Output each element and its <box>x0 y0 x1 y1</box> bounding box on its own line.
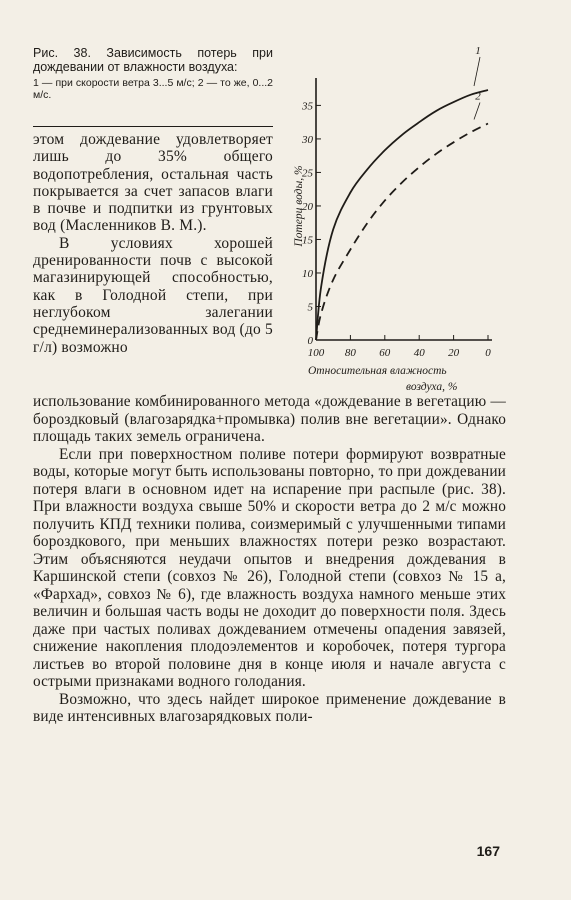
paragraph-3: Возможно, что здесь найдет широкое применение дождевание в виде интенсивных влагозарядковых поли- <box>33 690 506 725</box>
y-axis-label: Потери воды, % <box>293 165 305 247</box>
series-leader-1 <box>474 57 480 86</box>
chart-svg <box>288 40 508 410</box>
x-axis-label-line1: Относительная влажность <box>308 365 447 377</box>
y-tick-label: 20 <box>302 200 313 213</box>
series-leader-2 <box>474 103 480 120</box>
x-tick-label: 60 <box>379 347 391 359</box>
x-tick-label: 100 <box>307 347 325 359</box>
y-tick-label: 10 <box>302 267 313 280</box>
series-label-1: 1 <box>475 44 481 57</box>
x-tick-label: 80 <box>344 347 356 359</box>
y-tick-label: 5 <box>307 301 313 314</box>
y-tick-label: 0 <box>307 335 313 347</box>
caption-divider <box>33 126 273 127</box>
y-tick-label: 25 <box>302 167 313 180</box>
y-tick-label: 30 <box>302 133 313 146</box>
x-tick-label: 40 <box>413 347 425 359</box>
caption-legend: 1 — при скорости ветра 3...5 м/с; 2 — то же, 0...2 м/с. <box>33 77 273 101</box>
page-number: 167 <box>476 843 500 859</box>
figure-caption <box>33 46 273 101</box>
x-axis-label-line2: воздуха, % <box>406 381 458 393</box>
x-ticks <box>308 335 492 359</box>
caption-title: Рис. 38. Зависимость потерь при дождевании от влажности воздуха: <box>33 46 273 74</box>
paragraph-left-1: этом дождевание удовлетворяет лишь до 35% общего водопотребления, остальная часть покрывается за счет запасов влаги в почве и подпитки из грунтовых вод (Масленников В. М.). <box>33 131 273 235</box>
main-text <box>33 393 506 726</box>
series-line-2 <box>316 124 488 341</box>
series-label-2: 2 <box>475 90 481 103</box>
series-line-1 <box>316 90 488 340</box>
paragraph-1: использование комбинированного метода «дождевание в вегетацию — бороздковый (влагозарядка+промывка) полив вне вегетации». Однако площадь таких земель ограничена. <box>33 393 506 445</box>
paragraph-left-2: В условиях хорошей дренированности почв с высокой магазинирующей способностью, как в Голодной степи, при неглубоком залегании среднеминерализованных вод (до 5 г/л) возможно <box>33 234 273 356</box>
x-tick-label: 20 <box>448 347 460 359</box>
y-tick-label: 15 <box>302 234 313 247</box>
left-column-text <box>33 131 273 356</box>
y-tick-label: 35 <box>302 100 313 113</box>
paragraph-2: Если при поверхностном поливе потери формируют возвратные воды, которые могут быть использованы повторно, то при дождевании потеря влаги в основном идет на испарение при распыле (рис. 38). При влажности воздуха свыше 50% и скорости ветра до 2 м/с можно получить КПД техники полива, соизмеримый с улучшенными типами бороздкового, при меньших влажностях потери резко возрастают. Этим объясняются неудачи опытов и внедрения дождевания в Каршинской степи (совхоз № 26), Голодной степи (совхоз № 15 а, «Фархад», совхоз № 6), где влажность воздуха намного меньше этих величин и большая часть воды не доходит до поверхности поля. Здесь даже при частых поливах дождеванием отмечены опадения завязей, снижение накопления плодоэлементов и коробочек, потеря тургора листьев во второй половине дня в конце июля и начале августа с острыми признаками водного голодания. <box>33 445 506 690</box>
chart-series <box>316 45 488 340</box>
x-tick-label: 0 <box>485 347 491 359</box>
figure-chart <box>288 40 508 410</box>
